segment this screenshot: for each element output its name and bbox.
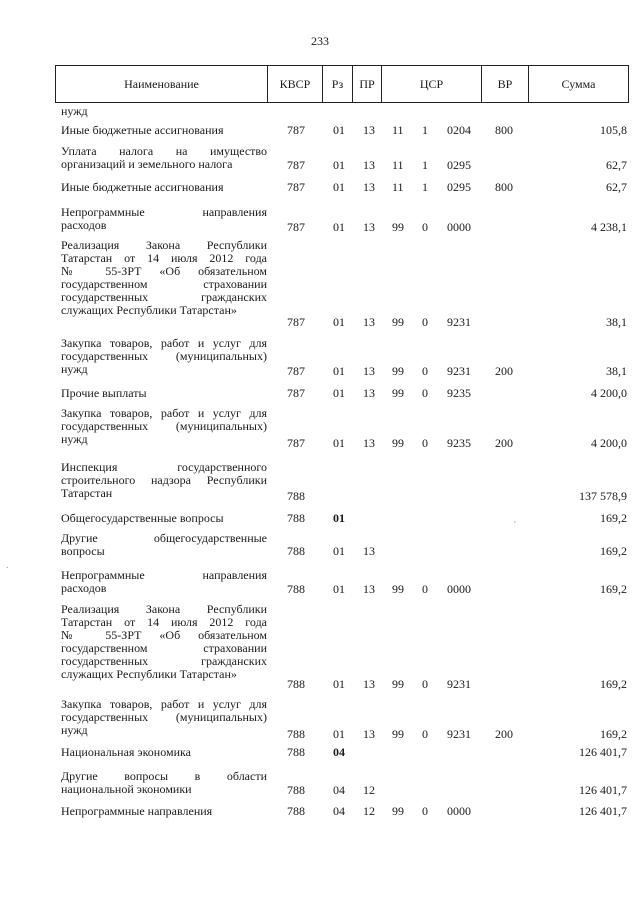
table-row <box>55 770 629 797</box>
row-name <box>61 461 267 500</box>
row-name-line: национальной экономики <box>61 782 192 796</box>
cell-sum: 4 200,0 <box>591 436 627 450</box>
cell-rz: 01 <box>333 180 345 194</box>
table-row <box>55 105 629 118</box>
cell-rz: 01 <box>333 511 345 525</box>
row-name-line: Татарстан от 14 июля 2012 года <box>61 251 267 265</box>
table-row <box>55 746 629 759</box>
row-name <box>61 239 267 317</box>
table-row <box>55 461 629 503</box>
cell-rz: 01 <box>333 123 345 137</box>
row-name <box>61 770 267 796</box>
cell-sum: 126 401,7 <box>579 745 627 759</box>
cell-kvsr: 788 <box>287 727 305 741</box>
cell-kvsr: 787 <box>287 315 305 329</box>
row-name <box>61 805 267 818</box>
row-name-line: государственных гражданских <box>61 290 267 304</box>
table-row <box>55 698 629 741</box>
page-number: 233 <box>311 34 329 48</box>
table-header <box>55 65 629 103</box>
cell-kvsr: 787 <box>287 386 305 400</box>
cell-c1: 99 <box>392 364 404 378</box>
cell-rz: 01 <box>333 158 345 172</box>
cell-kvsr: 788 <box>287 544 305 558</box>
cell-sum: 169,2 <box>600 727 627 741</box>
cell-kvsr: 787 <box>287 158 305 172</box>
cell-c1: 99 <box>392 220 404 234</box>
cell-rz: 01 <box>333 315 345 329</box>
table-row <box>55 145 629 172</box>
row-name-line: Иные бюджетные ассигнования <box>61 123 224 137</box>
cell-sum: 169,2 <box>600 544 627 558</box>
cell-c2: 0 <box>422 727 428 741</box>
cell-kvsr: 788 <box>287 677 305 691</box>
cell-rz: 01 <box>333 677 345 691</box>
table-row <box>55 124 629 137</box>
cell-vr: 800 <box>495 180 513 194</box>
cell-vr: 200 <box>495 364 513 378</box>
table-row <box>55 603 629 691</box>
cell-vr: 800 <box>495 123 513 137</box>
cell-c1: 99 <box>392 582 404 596</box>
row-name-line: Татарстан от 14 июля 2012 года <box>61 615 267 629</box>
cell-pr: 12 <box>363 783 375 797</box>
row-name-line: № 55-ЗРТ «Об обязательном <box>61 628 267 642</box>
scan-mark: . <box>6 560 9 571</box>
cell-sum: 62,7 <box>606 158 627 172</box>
row-name-line: государственных (муниципальных) <box>61 419 267 433</box>
row-name-line: государственном страховании <box>61 641 267 655</box>
table-row <box>55 512 629 525</box>
row-name <box>61 512 267 525</box>
row-name-line: Закупка товаров, работ и услуг для <box>61 697 267 711</box>
scan-mark: ' <box>514 520 516 531</box>
cell-sum: 4 200,0 <box>591 386 627 400</box>
cell-c1: 99 <box>392 804 404 818</box>
cell-c2: 0 <box>422 220 428 234</box>
row-name-line: служащих Республики Татарстан» <box>61 303 237 317</box>
cell-sum: 38,1 <box>606 315 627 329</box>
table-row <box>55 239 629 329</box>
cell-rz: 01 <box>333 727 345 741</box>
row-name-line: Непрограммные направления <box>61 568 267 582</box>
row-name-line: № 55-ЗРТ «Об обязательном <box>61 264 267 278</box>
table-row <box>55 181 629 194</box>
row-name <box>61 532 267 558</box>
table-row <box>55 569 629 596</box>
cell-rz: 04 <box>333 745 345 759</box>
cell-c1: 99 <box>392 315 404 329</box>
header-kvsr: КВСР <box>268 66 323 102</box>
row-name <box>61 206 267 232</box>
row-name <box>61 105 267 118</box>
row-name-line: строительного надзора Республики <box>61 473 267 487</box>
cell-kvsr: 787 <box>287 220 305 234</box>
cell-c3: 0204 <box>447 123 471 137</box>
cell-pr: 13 <box>363 436 375 450</box>
cell-c3: 0000 <box>447 220 471 234</box>
header-vr: ВР <box>482 66 529 102</box>
cell-c1: 11 <box>392 158 404 172</box>
cell-pr: 13 <box>363 123 375 137</box>
cell-kvsr: 787 <box>287 123 305 137</box>
cell-kvsr: 787 <box>287 436 305 450</box>
cell-pr: 12 <box>363 804 375 818</box>
cell-rz: 01 <box>333 220 345 234</box>
cell-sum: 169,2 <box>600 677 627 691</box>
row-name-line: Реализация Закона Республики <box>61 602 267 616</box>
cell-vr: 200 <box>495 727 513 741</box>
table-row <box>55 387 629 400</box>
cell-pr: 13 <box>363 727 375 741</box>
cell-c3: 9235 <box>447 436 471 450</box>
row-name-line: государственных (муниципальных) <box>61 710 267 724</box>
row-name <box>61 145 267 171</box>
row-name-line: Непрограммные направления <box>61 205 267 219</box>
row-name-line: Закупка товаров, работ и услуг для <box>61 406 267 420</box>
row-name-line: Инспекция государственного <box>61 460 267 474</box>
cell-pr: 13 <box>363 315 375 329</box>
cell-rz: 01 <box>333 544 345 558</box>
cell-c2: 0 <box>422 436 428 450</box>
cell-rz: 01 <box>333 436 345 450</box>
row-name <box>61 407 267 446</box>
row-name-line: Общегосударственные вопросы <box>61 511 224 525</box>
cell-c2: 0 <box>422 677 428 691</box>
row-name-line: Закупка товаров, работ и услуг для <box>61 336 267 350</box>
cell-vr: 200 <box>495 436 513 450</box>
row-name <box>61 337 267 376</box>
cell-c2: 0 <box>422 386 428 400</box>
header-sum: Сумма <box>561 77 596 91</box>
row-name-line: государственных (муниципальных) <box>61 349 267 363</box>
cell-c3: 0295 <box>447 180 471 194</box>
cell-c1: 99 <box>392 677 404 691</box>
cell-c3: 9231 <box>447 315 471 329</box>
cell-pr: 13 <box>363 386 375 400</box>
row-name-line: Другие вопросы в области <box>61 769 267 783</box>
row-name-line: Татарстан <box>61 486 113 500</box>
cell-sum: 169,2 <box>600 511 627 525</box>
cell-c3: 9231 <box>447 727 471 741</box>
row-name-line: нужд <box>61 104 88 118</box>
row-name-line: Другие общегосударственные <box>61 531 267 545</box>
cell-c1: 99 <box>392 436 404 450</box>
cell-rz: 01 <box>333 364 345 378</box>
header-pr: ПР <box>353 66 382 102</box>
row-name-line: Непрограммные направления <box>61 804 213 818</box>
cell-sum: 105,8 <box>600 123 627 137</box>
cell-sum: 62,7 <box>606 180 627 194</box>
table-row <box>55 206 629 234</box>
header-csr: ЦСР <box>382 66 482 102</box>
cell-kvsr: 788 <box>287 489 305 503</box>
cell-pr: 13 <box>363 677 375 691</box>
cell-kvsr: 788 <box>287 783 305 797</box>
row-name-line: Реализация Закона Республики <box>61 238 267 252</box>
cell-c2: 0 <box>422 804 428 818</box>
row-name <box>61 698 267 737</box>
cell-kvsr: 788 <box>287 745 305 759</box>
row-name-line: расходов <box>61 581 107 595</box>
row-name-line: нужд <box>61 362 88 376</box>
cell-kvsr: 788 <box>287 804 305 818</box>
cell-rz: 04 <box>333 804 345 818</box>
cell-c2: 0 <box>422 364 428 378</box>
cell-sum: 126 401,7 <box>579 804 627 818</box>
cell-c1: 11 <box>392 123 404 137</box>
cell-c3: 9235 <box>447 386 471 400</box>
cell-rz: 01 <box>333 386 345 400</box>
row-name-line: Иные бюджетные ассигнования <box>61 180 224 194</box>
row-name-line: нужд <box>61 432 88 446</box>
cell-c3: 0295 <box>447 158 471 172</box>
cell-c1: 99 <box>392 386 404 400</box>
row-name <box>61 746 267 759</box>
row-name <box>61 124 267 137</box>
cell-sum: 169,2 <box>600 582 627 596</box>
row-name-line: Национальная экономика <box>61 745 191 759</box>
cell-c3: 9231 <box>447 677 471 691</box>
row-name-line: государственном страховании <box>61 277 267 291</box>
cell-pr: 13 <box>363 220 375 234</box>
header-name: Наименование <box>56 66 268 102</box>
row-name-line: государственных гражданских <box>61 654 267 668</box>
table-row <box>55 337 629 378</box>
cell-c3: 0000 <box>447 804 471 818</box>
cell-c2: 0 <box>422 582 428 596</box>
cell-c1: 11 <box>392 180 404 194</box>
cell-pr: 13 <box>363 364 375 378</box>
cell-rz: 01 <box>333 582 345 596</box>
cell-c2: 1 <box>422 180 428 194</box>
cell-sum: 126 401,7 <box>579 783 627 797</box>
cell-c3: 0000 <box>447 582 471 596</box>
cell-c3: 9231 <box>447 364 471 378</box>
row-name <box>61 603 267 681</box>
row-name <box>61 181 267 194</box>
row-name-line: Уплата налога на имущество <box>61 144 267 158</box>
cell-sum: 4 238,1 <box>591 220 627 234</box>
row-name-line: служащих Республики Татарстан» <box>61 667 237 681</box>
table-row <box>55 532 629 558</box>
cell-pr: 13 <box>363 180 375 194</box>
cell-rz: 04 <box>333 783 345 797</box>
cell-kvsr: 787 <box>287 364 305 378</box>
row-name <box>61 387 267 400</box>
cell-sum: 137 578,9 <box>579 489 627 503</box>
table-row <box>55 805 629 818</box>
cell-kvsr: 788 <box>287 582 305 596</box>
cell-sum: 38,1 <box>606 364 627 378</box>
cell-pr: 13 <box>363 158 375 172</box>
cell-c1: 99 <box>392 727 404 741</box>
row-name-line: Прочие выплаты <box>61 386 147 400</box>
cell-pr: 13 <box>363 582 375 596</box>
table-row <box>55 407 629 450</box>
cell-c2: 1 <box>422 158 428 172</box>
row-name-line: вопросы <box>61 544 105 558</box>
cell-kvsr: 787 <box>287 180 305 194</box>
cell-c2: 0 <box>422 315 428 329</box>
row-name <box>61 569 267 595</box>
row-name-line: организаций и земельного налога <box>61 157 233 171</box>
cell-pr: 13 <box>363 544 375 558</box>
row-name-line: нужд <box>61 723 88 737</box>
row-name-line: расходов <box>61 218 107 232</box>
cell-c2: 1 <box>422 123 428 137</box>
header-rz: Рз <box>323 66 353 102</box>
cell-kvsr: 788 <box>287 511 305 525</box>
